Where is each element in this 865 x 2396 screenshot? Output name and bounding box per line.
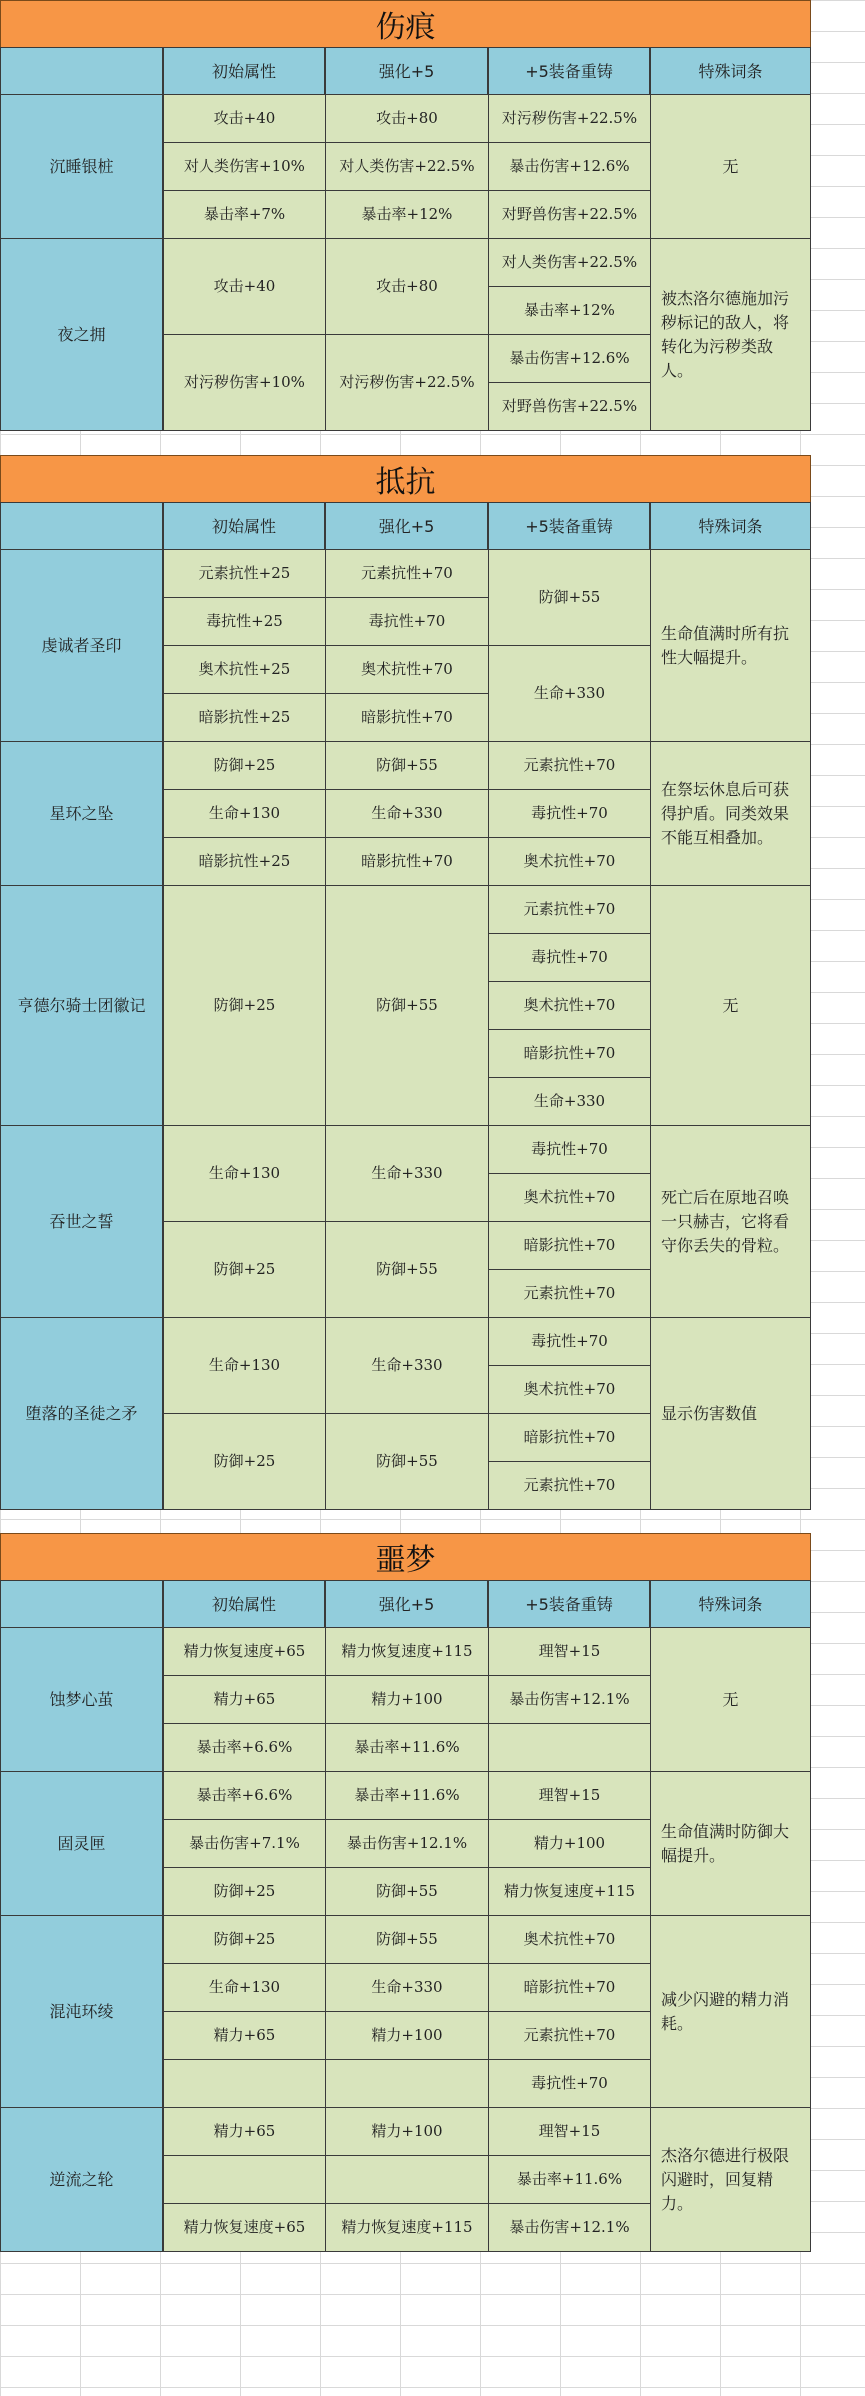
special-entry: 在祭坛休息后可获得护盾。同类效果不能互相叠加。 xyxy=(650,741,811,886)
recast-attribute: 元素抗性+70 xyxy=(488,2011,651,2060)
recast-attribute: 对污秽伤害+22.5% xyxy=(488,94,651,143)
recast-attribute: 对人类伤害+22.5% xyxy=(488,238,651,287)
section-2 xyxy=(0,1533,811,2252)
enhanced-attribute xyxy=(325,2155,489,2204)
enhanced-attribute: 精力恢复速度+115 xyxy=(325,1627,489,1676)
item-name: 沉睡银桩 xyxy=(0,94,163,239)
base-attribute: 精力恢复速度+65 xyxy=(163,2203,326,2252)
column-header: 特殊词条 xyxy=(650,502,811,550)
recast-attribute: 奥术抗性+70 xyxy=(488,1365,651,1414)
enhanced-attribute: 精力恢复速度+115 xyxy=(325,2203,489,2252)
recast-attribute: 奥术抗性+70 xyxy=(488,1173,651,1222)
column-header: 特殊词条 xyxy=(650,1580,811,1628)
enhanced-attribute: 暴击率+11.6% xyxy=(325,1771,489,1820)
recast-attribute: 理智+15 xyxy=(488,2107,651,2156)
item-name: 混沌环绫 xyxy=(0,1915,163,2108)
recast-attribute: 精力+100 xyxy=(488,1819,651,1868)
base-attribute: 精力+65 xyxy=(163,2011,326,2060)
enhanced-attribute: 暴击率+11.6% xyxy=(325,1723,489,1772)
enhanced-attribute: 防御+55 xyxy=(325,1221,489,1318)
recast-attribute: 元素抗性+70 xyxy=(488,1269,651,1318)
enhanced-attribute: 暗影抗性+70 xyxy=(325,693,489,742)
header-blank xyxy=(0,502,163,550)
column-header: 强化+5 xyxy=(325,47,488,95)
enhanced-attribute: 生命+330 xyxy=(325,1963,489,2012)
enhanced-attribute: 防御+55 xyxy=(325,1915,489,1964)
header-blank xyxy=(0,1580,163,1628)
recast-attribute: 对野兽伤害+22.5% xyxy=(488,382,651,431)
enhanced-attribute: 毒抗性+70 xyxy=(325,597,489,646)
recast-attribute: 暗影抗性+70 xyxy=(488,1413,651,1462)
special-entry: 死亡后在原地召唤一只赫吉，它将看守你丢失的骨粒。 xyxy=(650,1125,811,1318)
enhanced-attribute: 生命+330 xyxy=(325,789,489,838)
enhanced-attribute: 对污秽伤害+22.5% xyxy=(325,334,489,431)
base-attribute: 生命+130 xyxy=(163,789,326,838)
enhanced-attribute: 暴击率+12% xyxy=(325,190,489,239)
recast-attribute: 暴击伤害+12.6% xyxy=(488,334,651,383)
enhanced-attribute: 元素抗性+70 xyxy=(325,549,489,598)
column-header: 强化+5 xyxy=(325,1580,488,1628)
special-entry: 无 xyxy=(650,885,811,1126)
base-attribute xyxy=(163,2059,326,2108)
special-entry: 无 xyxy=(650,94,811,239)
recast-attribute: 对野兽伤害+22.5% xyxy=(488,190,651,239)
base-attribute: 毒抗性+25 xyxy=(163,597,326,646)
recast-attribute: 元素抗性+70 xyxy=(488,741,651,790)
base-attribute xyxy=(163,2155,326,2204)
base-attribute: 暗影抗性+25 xyxy=(163,693,326,742)
item-name: 吞世之誓 xyxy=(0,1125,163,1318)
base-attribute: 暴击率+6.6% xyxy=(163,1771,326,1820)
enhanced-attribute: 生命+330 xyxy=(325,1125,489,1222)
recast-attribute: 毒抗性+70 xyxy=(488,789,651,838)
column-header: +5装备重铸 xyxy=(488,47,650,95)
recast-attribute: 奥术抗性+70 xyxy=(488,837,651,886)
base-attribute: 暴击率+7% xyxy=(163,190,326,239)
base-attribute: 暗影抗性+25 xyxy=(163,837,326,886)
special-entry: 杰洛尔德进行极限闪避时，回复精力。 xyxy=(650,2107,811,2252)
column-header: 初始属性 xyxy=(163,1580,325,1628)
base-attribute: 攻击+40 xyxy=(163,238,326,335)
recast-attribute: 生命+330 xyxy=(488,1077,651,1126)
recast-attribute: 暗影抗性+70 xyxy=(488,1963,651,2012)
enhanced-attribute: 攻击+80 xyxy=(325,94,489,143)
base-attribute: 奥术抗性+25 xyxy=(163,645,326,694)
item-name: 星环之坠 xyxy=(0,741,163,886)
enhanced-attribute: 防御+55 xyxy=(325,885,489,1126)
enhanced-attribute: 对人类伤害+22.5% xyxy=(325,142,489,191)
base-attribute: 对人类伤害+10% xyxy=(163,142,326,191)
enhanced-attribute xyxy=(325,2059,489,2108)
item-name: 固灵匣 xyxy=(0,1771,163,1916)
column-header: 初始属性 xyxy=(163,47,325,95)
special-entry: 生命值满时防御大幅提升。 xyxy=(650,1771,811,1916)
item-name: 亨德尔骑士团徽记 xyxy=(0,885,163,1126)
base-attribute: 暴击伤害+7.1% xyxy=(163,1819,326,1868)
recast-attribute: 暴击伤害+12.1% xyxy=(488,2203,651,2252)
section-title: 抵抗 xyxy=(0,455,811,503)
enhanced-attribute: 暗影抗性+70 xyxy=(325,837,489,886)
section-title: 伤痕 xyxy=(0,0,811,48)
base-attribute: 元素抗性+25 xyxy=(163,549,326,598)
recast-attribute: 暴击率+11.6% xyxy=(488,2155,651,2204)
base-attribute: 精力恢复速度+65 xyxy=(163,1627,326,1676)
column-header: +5装备重铸 xyxy=(488,1580,650,1628)
enhanced-attribute: 防御+55 xyxy=(325,1413,489,1510)
column-header: 特殊词条 xyxy=(650,47,811,95)
item-name: 蚀梦心茧 xyxy=(0,1627,163,1772)
base-attribute: 对污秽伤害+10% xyxy=(163,334,326,431)
section-title: 噩梦 xyxy=(0,1533,811,1581)
section-1 xyxy=(0,455,811,1510)
recast-attribute: 毒抗性+70 xyxy=(488,933,651,982)
column-header: 强化+5 xyxy=(325,502,488,550)
column-header: 初始属性 xyxy=(163,502,325,550)
recast-attribute: 暴击率+12% xyxy=(488,286,651,335)
recast-attribute: 暗影抗性+70 xyxy=(488,1029,651,1078)
enhanced-attribute: 精力+100 xyxy=(325,1675,489,1724)
recast-attribute: 毒抗性+70 xyxy=(488,1125,651,1174)
special-entry: 减少闪避的精力消耗。 xyxy=(650,1915,811,2108)
base-attribute: 攻击+40 xyxy=(163,94,326,143)
base-attribute: 防御+25 xyxy=(163,1867,326,1916)
column-header: +5装备重铸 xyxy=(488,502,650,550)
recast-attribute xyxy=(488,1723,651,1772)
section-0 xyxy=(0,0,811,431)
base-attribute: 精力+65 xyxy=(163,1675,326,1724)
special-entry: 显示伤害数值 xyxy=(650,1317,811,1510)
recast-attribute: 奥术抗性+70 xyxy=(488,981,651,1030)
base-attribute: 暴击率+6.6% xyxy=(163,1723,326,1772)
item-name: 堕落的圣徒之矛 xyxy=(0,1317,163,1510)
special-entry: 无 xyxy=(650,1627,811,1772)
enhanced-attribute: 精力+100 xyxy=(325,2011,489,2060)
special-entry: 生命值满时所有抗性大幅提升。 xyxy=(650,549,811,742)
base-attribute: 防御+25 xyxy=(163,1413,326,1510)
item-name: 虔诚者圣印 xyxy=(0,549,163,742)
recast-attribute: 毒抗性+70 xyxy=(488,1317,651,1366)
special-entry: 被杰洛尔德施加污秽标记的敌人，将转化为污秽类敌人。 xyxy=(650,238,811,431)
base-attribute: 防御+25 xyxy=(163,1221,326,1318)
base-attribute: 生命+130 xyxy=(163,1963,326,2012)
recast-attribute: 暴击伤害+12.1% xyxy=(488,1675,651,1724)
item-name: 逆流之轮 xyxy=(0,2107,163,2252)
recast-attribute: 暴击伤害+12.6% xyxy=(488,142,651,191)
item-name: 夜之拥 xyxy=(0,238,163,431)
recast-attribute: 奥术抗性+70 xyxy=(488,1915,651,1964)
base-attribute: 生命+130 xyxy=(163,1125,326,1222)
recast-attribute: 生命+330 xyxy=(488,645,651,742)
recast-attribute: 防御+55 xyxy=(488,549,651,646)
base-attribute: 生命+130 xyxy=(163,1317,326,1414)
base-attribute: 防御+25 xyxy=(163,1915,326,1964)
recast-attribute: 毒抗性+70 xyxy=(488,2059,651,2108)
enhanced-attribute: 生命+330 xyxy=(325,1317,489,1414)
recast-attribute: 元素抗性+70 xyxy=(488,1461,651,1510)
enhanced-attribute: 奥术抗性+70 xyxy=(325,645,489,694)
base-attribute: 防御+25 xyxy=(163,885,326,1126)
enhanced-attribute: 防御+55 xyxy=(325,741,489,790)
base-attribute: 防御+25 xyxy=(163,741,326,790)
recast-attribute: 元素抗性+70 xyxy=(488,885,651,934)
enhanced-attribute: 防御+55 xyxy=(325,1867,489,1916)
recast-attribute: 理智+15 xyxy=(488,1627,651,1676)
header-blank xyxy=(0,47,163,95)
enhanced-attribute: 暴击伤害+12.1% xyxy=(325,1819,489,1868)
base-attribute: 精力+65 xyxy=(163,2107,326,2156)
recast-attribute: 理智+15 xyxy=(488,1771,651,1820)
recast-attribute: 精力恢复速度+115 xyxy=(488,1867,651,1916)
enhanced-attribute: 攻击+80 xyxy=(325,238,489,335)
enhanced-attribute: 精力+100 xyxy=(325,2107,489,2156)
recast-attribute: 暗影抗性+70 xyxy=(488,1221,651,1270)
